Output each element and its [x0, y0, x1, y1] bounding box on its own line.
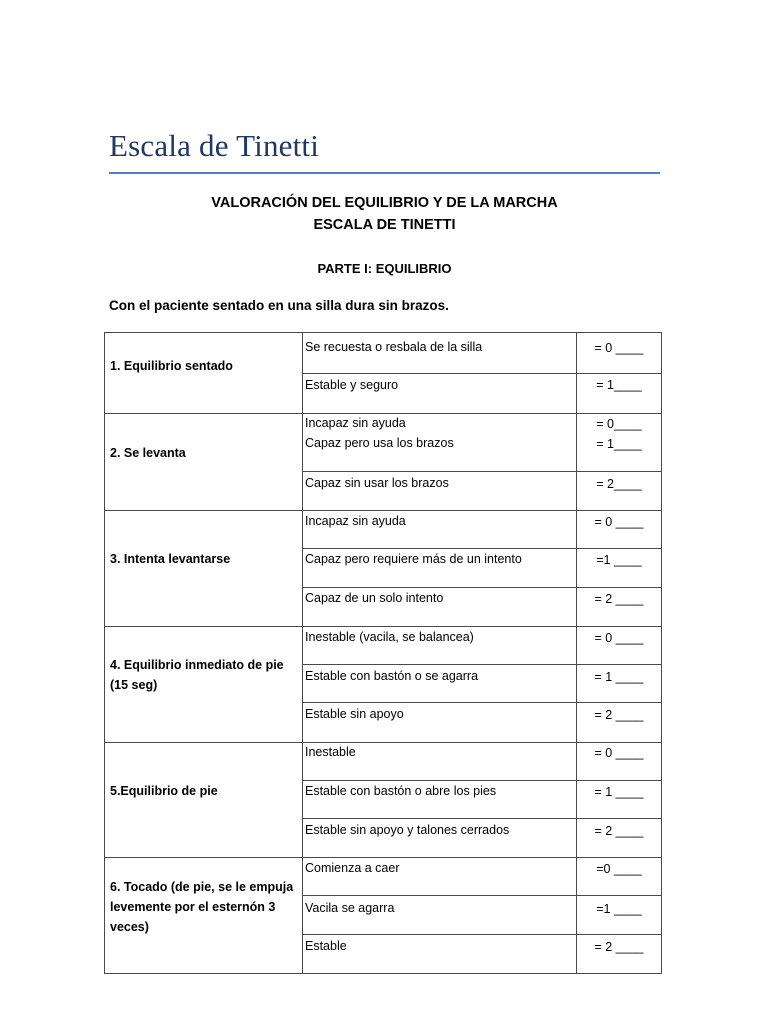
table-border-right [661, 332, 662, 974]
option-text: Estable con bastón o se agarra [305, 669, 479, 683]
option-score: =0 ____ [596, 862, 642, 876]
option-score: = 0____ [596, 417, 642, 431]
column-divider [576, 626, 577, 742]
balance-table [104, 332, 662, 974]
main-heading: VALORACIÓN DEL EQUILIBRIO Y DE LA MARCHA [211, 195, 558, 211]
option-text: Estable sin apoyo y talones cerrados [305, 823, 510, 837]
item-label: 2. Se levanta [110, 446, 186, 460]
table-border-left [104, 332, 105, 974]
option-score: =1 ____ [596, 902, 642, 916]
column-divider [302, 857, 303, 974]
option-text: Estable [305, 939, 347, 953]
option-score: = 2____ [596, 477, 642, 491]
option-text: Se recuesta o resbala de la silla [305, 340, 483, 354]
option-text: Incapaz sin ayuda [305, 514, 406, 528]
intro-text: Con el paciente sentado en una silla dura sin brazos. [109, 298, 449, 313]
option-text: Estable y seguro [305, 378, 399, 392]
option-separator [302, 934, 662, 935]
column-divider [302, 413, 303, 510]
item-label: 6. Tocado (de pie, se le empuja levemente por el esternón 3 veces) [110, 880, 294, 934]
column-divider [576, 413, 577, 510]
item-label: 1. Equilibrio sentado [110, 359, 233, 373]
option-text: Inestable (vacila, se balancea) [305, 630, 474, 644]
item-label: 5.Equilibrio de pie [110, 784, 218, 798]
option-score: = 1 ____ [594, 670, 644, 684]
column-divider [302, 742, 303, 857]
part-heading: PARTE I: EQUILIBRIO [317, 261, 452, 276]
option-text: Capaz sin usar los brazos [305, 476, 449, 490]
option-text: Capaz de un solo intento [305, 591, 444, 605]
option-text: Inestable [305, 745, 356, 759]
option-score: = 0 ____ [594, 341, 644, 355]
option-score: = 2 ____ [594, 940, 644, 954]
column-divider [576, 510, 577, 626]
option-separator [302, 818, 662, 819]
column-divider [576, 742, 577, 857]
option-text: Vacila se agarra [305, 901, 395, 915]
option-score: = 2 ____ [594, 592, 644, 606]
option-text: Estable sin apoyo [305, 707, 404, 721]
column-divider [302, 626, 303, 742]
option-separator [302, 471, 662, 472]
item-label: 3. Intenta levantarse [110, 552, 231, 566]
option-score: = 0 ____ [594, 515, 644, 529]
option-score: = 1____ [596, 378, 642, 392]
option-score: = 2 ____ [594, 824, 644, 838]
option-separator [302, 373, 662, 374]
option-text: Incapaz sin ayuda [305, 416, 406, 430]
column-divider [576, 857, 577, 974]
option-score: = 1 ____ [594, 785, 644, 799]
sub-heading: ESCALA DE TINETTI [313, 217, 456, 233]
option-text: Estable con bastón o abre los pies [305, 784, 497, 798]
item-label: 4. Equilibrio inmediato de pie (15 seg) [110, 658, 284, 692]
document-title: Escala de Tinetti [109, 128, 320, 163]
option-score: = 0 ____ [594, 746, 644, 760]
option-separator [302, 664, 662, 665]
option-score: = 0 ____ [594, 631, 644, 645]
title-underline [109, 172, 660, 174]
option-score: =1 ____ [596, 553, 642, 567]
option-text: Capaz pero requiere más de un intento [305, 552, 522, 566]
column-divider [302, 510, 303, 626]
option-text: Comienza a caer [305, 861, 400, 875]
table-border-bottom [104, 973, 662, 974]
item-separator [104, 332, 662, 333]
option-separator [302, 702, 662, 703]
option-score: = 2 ____ [594, 708, 644, 722]
option-score: = 1____ [596, 437, 642, 451]
option-separator [302, 895, 662, 896]
option-text: Capaz pero usa los brazos [305, 436, 454, 450]
